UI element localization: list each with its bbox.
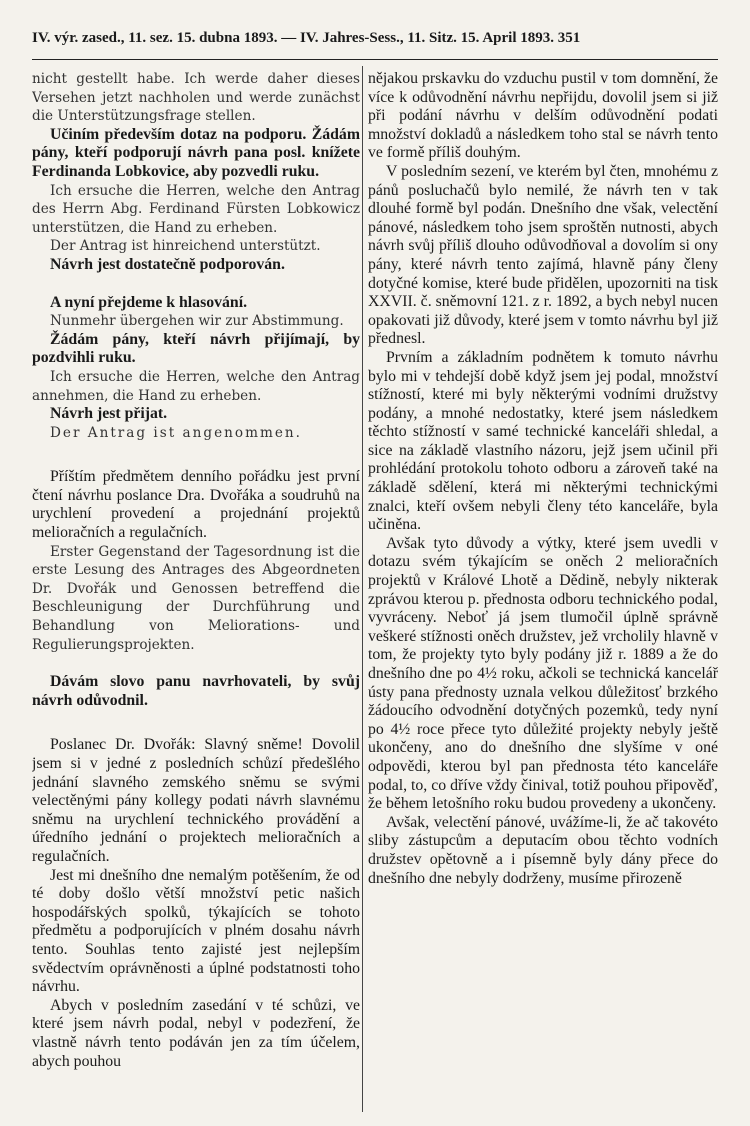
paragraph: Erster Gegenstand der Tagesordnung ist die erste Lesung des Antrages des Abgeordneten Dr. Dvořák und Genossen betreffend die Beschleunigung der Durchführung und Behandlung von Meliorations- und Regulierungsprojekten. xyxy=(32,543,360,653)
paragraph: Příštím předmětem denního pořádku jest první čtení návrhu poslance Dra. Dvořáka a soudruhů na urychlení provedení a projednání projektů melioračních a regulačních. xyxy=(32,468,360,542)
paragraph: A nyní přejdeme k hlasování. xyxy=(50,293,248,311)
paragraph: Nunmehr übergehen wir zur Abstimmung. xyxy=(50,313,344,330)
paragraph: Avšak tyto důvody a výtky, které jsem uvedli v dotazu svém týkajícím se oněch 2 melioračních projektů v Králové Lhotě a Dědině, nebyly nikterak zprávou kterou p. přednosta odboru technického podal, vyvráceny. Neboť já jsem tlumočil úplně správně veškeré stížnosti oněch družstev, jež vrcholily hlavně v tom, že projekty tyto byly podány již r. 1889 a že do dnešního dne po 4½ roku, ačkoli se technická kancelář ústy pana přednosty uznala velkou důležitosť brzkého žádoucího odvodnění dotyčných pozemků, tedy nyní po 4½ roce přece tyto důležité projekty nebyly ještě ukončeny, ano do dnešního dne slyšíme v oné odpovědi, kterou byl pan přednosta této kanceláře podal, to, co dříve vždy činival, totiž pouhou připověď, že během letošního roku budou provedeny a ukončeny. xyxy=(368,534,718,813)
right-column xyxy=(368,70,718,1110)
left-column xyxy=(32,70,360,1110)
paragraph: Návrh jest dostatečně podporován. xyxy=(50,255,285,273)
paragraph: Prvním a základním podnětem k tomuto návrhu bylo mi v tehdejší době když jsem jej podal, množství stížností, které mi byly některými vodními družstvy podány, a mnohé nedostatky, které jsem následkem těchto stížností v samé technické kanceláři shledal, a sice na základě vlastního názoru, jejž jsem učinil při prohlédání protokolu tohoto odboru a zároveň také na základě sdělení, která mi některými technickými znalci, kteří ovšem nebyli členy této kanceláře, byla učiněna. xyxy=(368,348,718,534)
paragraph: Ich ersuche die Herren, welche den Antrag des Herrn Abg. Ferdinand Fürsten Lobkowicz unterstützen, die Hand zu erheben. xyxy=(32,182,360,236)
paragraph: V posledním sezení, ve kterém byl čten, mnohému z pánů posluchačů bylo nemilé, že návrh ten v tak dlouhé formě byl podán. Dnešního dne však, velectění pánové, následkem toho jsem sproštěn nutnosti, abych návrh svůj příliš dlouho odůvodňoval a dovolím si ony pány, které návrh tento zajímá, hlavně pány členy dotyčné komise, které bude přidělen, upozorniti na tisk XXVII. č. sněmovní 121. z r. 1892, a bych nebyl nucen opakovati již důvody, které jsem v tomto návrhu byl již přednesl. xyxy=(368,162,718,348)
paragraph: Der Antrag ist hinreichend unterstützt. xyxy=(50,238,321,255)
column-divider xyxy=(362,66,363,1112)
paragraph: nějakou prskavku do vzduchu pustil v tom domnění, že více k odůvodnění návrhu nepřijdu, dovolil jsem si již při podání návrhu v delším odůvodnění podati množství dokladů a následkem toho stal se návrh tento ve formě příliš douhým. xyxy=(368,70,718,162)
paragraph: Učiním především dotaz na podporu. Žádám pány, kteří podporují návrh pana posl. knížete Ferdinanda Lobkovice, aby pozvedli ruku. xyxy=(32,125,360,180)
paragraph: Žádám pány, kteří návrh přijímají, by pozdvihli ruku. xyxy=(32,330,360,367)
header-text: IV. výr. zased., 11. sez. 15. dubna 1893. — IV. Jahres-Sess., 11. Sitz. 15. April 1893. 351 xyxy=(32,30,581,46)
paragraph: Návrh jest přijat. xyxy=(50,405,168,423)
page-header xyxy=(32,30,718,60)
paragraph: Dávám slovo panu navrhovateli, by svůj návrh odůvodnil. xyxy=(32,673,360,709)
paragraph: Poslanec Dr. Dvořák: Slavný sněme! Dovolil jsem si v jedné z posledních schůzí předešlého jednání slavného zemského sněmu se svými velectěnými pány kollegy podati návrh slavnému sněmu na urychlení technického provádění a úředního jednání o projektech melioračních a regulačních. xyxy=(32,736,360,865)
paragraph: Abych v posledním zasedání v té schůzi, ve které jsem návrh podal, nebyl v podezření, že vlastně návrh tento podáván jen za tím účelem, abych pouhou xyxy=(32,996,360,1070)
paragraph: Ich ersuche die Herren, welche den Antrag annehmen, die Hand zu erheben. xyxy=(32,368,360,404)
paragraph: nicht gestellt habe. Ich werde daher dieses Versehen jetzt nachholen und werde zunächst die Unterstützungsfrage stellen. xyxy=(32,71,360,125)
paragraph: Avšak, velectění pánové, uvážíme-li, že ač takovéto sliby zástupcům a deputacím obou těchto vodních družstev opětovně a i písemně byly dány přece do dnešního dne nebyly dodrženy, musíme přirozeně xyxy=(368,813,718,887)
paragraph: Jest mi dnešního dne nemalým potěšením, že od té doby došlo větší množství petic našich hospodářských spolků, týkajících se tohoto předmětu a podporujících v plném dosahu návrh tento. Souhlas tento zajisté jest nejlepším svědectvím oprávněnosti a úplné podstatnosti toho návrhu. xyxy=(32,866,360,996)
paragraph: Der Antrag ist angenommen. xyxy=(50,424,302,441)
